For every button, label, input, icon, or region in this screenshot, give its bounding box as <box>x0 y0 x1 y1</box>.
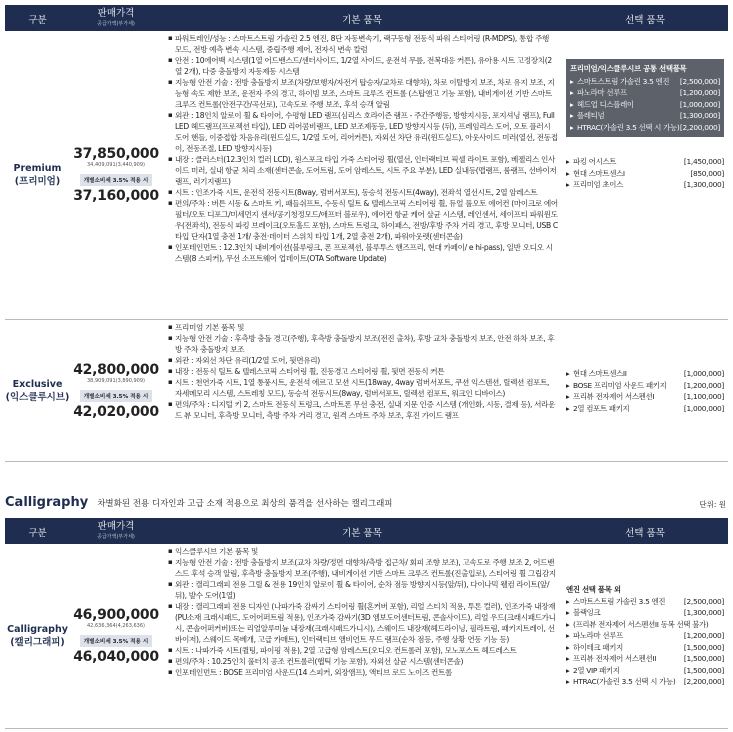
price-cell <box>70 31 162 319</box>
header-price-sub: 공급가액(부가세) <box>97 534 135 540</box>
option-price: [1,450,000] <box>683 157 724 166</box>
basic-item: ▪ 지능형 안전 기술 : 전방 충돌방지 보조(교차 차량/정면 대향차/측방 접근차/ 회피 조향 보조), 고속도로 주행 보조 2, 어드밴스드 후석 승객 알림, 후측방 충돌방지 보조(주행), 내비게이션 기반 스마트 크루즈 컨트롤(진출입로), 스티어링 휠 그립감지 <box>168 557 558 579</box>
option-price: [1,200,000] <box>679 88 720 97</box>
basic-item: ▪ 익스클루시브 기본 품목 및 <box>168 546 558 557</box>
section-heading <box>5 495 393 510</box>
trim-name <box>5 320 70 461</box>
option-item <box>566 665 724 677</box>
basic-item: ▪ 편의/주차 : 10.25인치 풀터치 공조 컨트롤러(햅틱 기능 포함), 자외선 살균 시스템(센터콘솔) <box>168 656 558 667</box>
option-item <box>566 630 724 642</box>
option-price: [850,000] <box>690 168 724 178</box>
option-price: [1,000,000] <box>683 369 724 378</box>
option-item <box>566 642 724 654</box>
option-item <box>566 156 724 168</box>
basic-item: ▪ 편의/주차 : 디지털 키 2, 스마트 전동식 트렁크, 스마트폰 무선 충전, 실내 지문 인증 시스템 (개인화, 시동, 결제 등), 서라운드 뷰 모니터, 후측방 모니터, 측방 주차 거리 경고, 원격 스마트 주차 보조, 후진 가이드 램프 <box>168 399 558 421</box>
supply-price: 42,636,364(4,263,636) <box>87 623 145 629</box>
basic-item: ▪ 편의/주차 : 버튼 시동 & 스마트 키, 패들쉬프트, 수동식 틸트 & 텔레스코픽 스티어링 휠, 듀얼 풀오토 에어컨 (마이크로 에어필터/오토 디포그/미세먼지 센서/공기청정모드/애프터 블로우), 에어컨 항균 케어 살균 시스템, 레인센서, 세이프티 파워윈도우(전좌석), 전동식 파킹 브레이크(오토홀드 포함), 스마트 트렁크, 하이패스, 전방/후방 주차 거리 경고, 후방 모니터, USB C 타입 단자(1열 충전 1개/ 충전·데이터 스위치 타입 1개, 2열 충전 2개), 파워아웃렛(센터콘솔) <box>168 198 558 242</box>
basic-item: ▪ 파워트레인/성능 : 스마트스트림 가솔린 2.5 엔진, 8단 자동변속기, 랙구동형 전동식 파워 스티어링 (R-MDPS), 통합 주행 모드, 전방 예측 변속 시스템, 중립주행 제어, 전자식 변속 칼럼 <box>168 33 558 55</box>
basic-item: ▪ 인포테인먼트 : 12.3인치 내비게이션(블루링크, 폰 프로젝션, 블루투스 핸즈프리, 현대 카페이/ e hi-pass), 일반 오디오 시스템(8 스피커), 무선 소프트웨어 업데이트(OTA Software Update) <box>168 242 558 264</box>
option-item <box>566 179 724 191</box>
option-item <box>566 653 724 665</box>
basic-item: ▪ 내장 : 클러스터(12.3인치 컬러 LCD), 원스포크 타입 가죽 스티어링 휠(열선, 인터랙티브 픽셀 라이트 포함), 베젤리스 인사이드 미러, 실내 항균 처리 소재(센터콘솔, 도어트림, 도어 암레스트, 시트 주요 부분), LED 실내등(맵램프, 룸램프, 선바이저램프, 러기지램프) <box>168 154 558 187</box>
tax-badge: 개별소비세 3.5% 적용 시 <box>80 635 153 647</box>
basic-item: ▪ 시트 : 천연가죽 시트, 1열 통풍시트, 운전석 에르고 모션 시트(18way, 4way 럼버서포트, 쿠션 익스텐션, 릴렉션 컴포트, 자세메모리 시스템, 스트레칭 모드), 동승석 전동시트(8way, 럼버서포트, 릴렉션 컴포트, 워크인 디바이스) <box>168 377 558 399</box>
option-price: [1,300,000] <box>679 111 720 120</box>
supply-price: 38,909,091(3,890,909) <box>87 377 145 384</box>
option-price: [1,300,000] <box>683 608 724 617</box>
basic-item: ▪ 지능형 안전 기술 : 전방 충돌방지 보조(차량/보행자/자전거 탑승자/교차로 대향차), 차로 이탈방지 보조, 차로 유지 보조, 지능형 속도 제한 보조, 운전자 주의 경고, 하이빔 보조, 스마트 크루즈 컨트롤 (스탑앤고 기능 포함), 내비게이션 기반 스마트 크루즈 컨트롤(안전구간/곡선로), 고속도로 주행 보조, 후석 승객 알림 <box>168 77 558 110</box>
trim-table-1 <box>5 5 728 462</box>
option-name: ▸ (프리뷰 전자제어 서스펜션II 동복 선택 불가) <box>573 619 709 629</box>
basic-item: ▪ 인포테인먼트 : BOSE 프리미엄 사운드(14 스피커, 외장앰프), 액티브 로드 노이즈 컨트롤 <box>168 667 558 678</box>
section-title: Calligraphy <box>5 495 89 510</box>
option-cell <box>562 320 728 461</box>
option-name: ▸ 블랙잉크 <box>573 608 601 617</box>
basic-item: ▪ 시트 : 인조가죽 시트, 운전석 전동시트(8way, 럼버서포트), 동승석 전동시트(4way), 전좌석 열선시트, 2열 암레스트 <box>168 187 558 198</box>
option-item <box>566 380 724 392</box>
option-item <box>570 99 720 111</box>
option-price: [1,200,000] <box>683 380 724 390</box>
tax-badge: 개별소비세 3.5% 적용 시 <box>80 390 153 402</box>
option-price: [2,500,000] <box>679 76 720 86</box>
option-name: ▸ 프리미엄 초이스 <box>573 180 623 189</box>
option-name: ▸ HTRAC(가솔린 3.5 선택 시 가능) <box>573 677 676 686</box>
option-name: ▸ BOSE 프리미엄 사운드 패키지 <box>573 380 667 390</box>
option-price: [1,200,000] <box>683 631 724 640</box>
basic-item: ▪ 프리미엄 기본 품목 및 <box>168 322 558 333</box>
option-name: ▸ HTRAC(가솔린 3.5 선택 시 가능) <box>577 122 680 132</box>
header-price <box>70 9 162 29</box>
row-exclusive <box>5 320 728 462</box>
basic-item: ▪ 외관 : 캘리그래피 전용 그릴 & 전용 19인치 알로이 휠 & 타이어, 순차 점등 방향지시등(앞/뒤), 다이나믹 웰컴 라이트(앞/뒤), 발수 도어(1열) <box>168 579 558 601</box>
option-name: ▸ 현대 스마트센스I <box>573 168 625 178</box>
option-item <box>570 87 720 99</box>
option-cell <box>562 544 728 728</box>
option-item <box>566 676 724 688</box>
option-price: [1,500,000] <box>683 642 724 652</box>
option-item <box>570 122 720 134</box>
option-item <box>570 76 720 88</box>
option-price: [1,000,000] <box>683 403 724 413</box>
option-price: [1,000,000] <box>679 99 720 109</box>
option-name: ▸ 스마트스트림 가솔린 3.5 엔진 <box>573 596 666 606</box>
option-item <box>566 391 724 403</box>
basic-item: ▪ 외관 : 18인치 알로이 휠 & 타이어, 수평형 LED 램프(심리스 호라이즌 램프 - 주간주행등, 방향지시등, 포지셔닝 램프), Full LED 헤드램프(프로젝션 타입), LED 리어콤비램프, LED 보조제동등, LED 방향지시등 (뒤), 프레임리스 도어, 오토 플러시 도어 핸들, 이중접합 차음유리(윈드실드, 1/2열 도어, 리어커튼), 자외선 차단 유리(윈드실드), 아웃사이드 미러(열선, 전동접이, 전동조절, LED 방향지시등) <box>168 110 558 154</box>
tax-badge: 개별소비세 3.5% 적용 시 <box>80 174 153 186</box>
trim-name <box>5 544 70 728</box>
header-options: 선택 품목 <box>625 15 665 26</box>
trim-table-2 <box>5 518 728 729</box>
header-options: 선택 품목 <box>625 528 665 539</box>
option-name: ▸ 프리뷰 전자제어 서스펜션I <box>573 392 655 401</box>
basic-item: ▪ 내장 : 전동식 틸트 & 텔레스코픽 스티어링 휠, 진동경고 스티어링 휠, 뒷면 전동식 커튼 <box>168 366 558 377</box>
table-header <box>5 520 728 544</box>
common-options-box <box>566 59 724 137</box>
trim-name-en: Calligraphy <box>7 624 68 635</box>
option-price: [1,500,000] <box>683 665 724 675</box>
option-item <box>570 110 720 122</box>
option-name: ▸ 파킹 어시스트 <box>573 157 617 166</box>
basic-items <box>162 320 562 461</box>
option-item <box>566 368 724 380</box>
header-basic: 기본 품목 <box>342 15 382 26</box>
price: 42,800,000 <box>73 361 159 378</box>
option-cell <box>562 31 728 319</box>
option-item <box>566 596 724 608</box>
trim-name-ko: (익스클루시브) <box>5 391 70 403</box>
trim-name-ko: (프리미엄) <box>14 176 61 187</box>
option-name: ▸ 파노라마 선루프 <box>577 88 627 97</box>
option-price: [1,100,000] <box>683 392 724 401</box>
engine-options-title: 엔진 선택 품목 외 <box>566 585 621 594</box>
price: 46,900,000 <box>73 607 159 623</box>
basic-item: ▪ 시트 : 나파가죽 시트(퀼팅, 파이핑 적용), 2열 고급형 암레스트(오디오 컨트롤러 포함), 모노포스트 헤드레스트 <box>168 645 558 656</box>
price: 37,850,000 <box>73 146 159 162</box>
row-premium <box>5 31 728 320</box>
basic-item: ▪ 지능형 안전 기술 : 후측방 충돌 경고(주행), 후측방 충돌방지 보조(전진 출차), 후방 교차 충돌방지 보조, 안전 하차 보조, 후방 주차 충돌방지 보조 <box>168 333 558 355</box>
header-price <box>70 522 162 542</box>
price-tax: 37,160,000 <box>73 188 159 204</box>
price-cell <box>70 544 162 728</box>
header-price-label: 판매가격 <box>97 8 135 19</box>
basic-item: ▪ 외관 : 자외선 차단 유리(1/2열 도어, 뒷면유리) <box>168 355 558 366</box>
basic-item: ▪ 안전 : 10에어백 시스템(1열 어드밴스드/센터사이드, 1/2열 사이드, 운전석 무릎, 전복대응 커튼), 유아용 시트 고정장치(2열 2개), 다중 충돌방지 자동제동 시스템 <box>168 55 558 77</box>
price-tax: 46,040,000 <box>73 649 159 665</box>
header-basic: 기본 품목 <box>342 528 382 539</box>
supply-price: 34,409,091(3,440,909) <box>87 162 145 168</box>
price-tax: 42,020,000 <box>73 403 159 420</box>
trim-name-ko: (캘리그래피) <box>10 637 65 648</box>
header-price-sub: 공급가액(부가세) <box>97 21 135 27</box>
option-item <box>566 607 724 619</box>
option-price: [1,300,000] <box>683 180 724 189</box>
basic-items <box>162 544 562 728</box>
basic-items <box>162 31 562 319</box>
price-cell <box>70 320 162 461</box>
option-price: [2,200,000] <box>679 122 720 132</box>
option-name: ▸ 스마트스트림 가솔린 3.5 엔진 <box>577 76 670 86</box>
option-name: ▸ 2열 컴포트 패키지 <box>573 403 630 413</box>
trim-name-en: Exclusive <box>12 378 63 390</box>
option-price: [2,500,000] <box>683 596 724 606</box>
row-calligraphy <box>5 544 728 729</box>
option-name: ▸ 하이테크 패키지 <box>573 642 623 652</box>
header-category: 구분 <box>28 15 47 26</box>
option-name: ▸ 파노라마 선루프 <box>573 631 623 640</box>
header-category: 구분 <box>28 528 47 539</box>
unit-label: 단위: 원 <box>699 500 726 509</box>
option-price: [2,200,000] <box>683 677 724 686</box>
option-price: [1,500,000] <box>683 654 724 663</box>
common-options-title: 프리미엄/익스클루시브 공통 선택품목 <box>570 64 687 73</box>
option-name: ▸ 플레티넘 <box>577 111 605 120</box>
option-item <box>566 619 724 631</box>
section-desc: 차별화된 전용 디자인과 고급 소재 적용으로 최상의 품격을 선사하는 캘리그래피 <box>97 498 393 509</box>
option-name: ▸ 헤드업 디스플레이 <box>577 99 634 109</box>
option-name: ▸ 2열 VIP 패키지 <box>573 665 620 675</box>
basic-item: ▪ 내장 : 캘리그래피 전용 디자인 (나파가죽 감싸기 스티어링 휠(혼커버 포함), 리얼 스티치 적용, 투톤 컬러), 인조가죽 내장재(PU소재 크래시패드, 도어어퍼트림 적용), 인조가죽 감싸기(3D 엠보도어센터트림, 콘솔사이드), 리얼 우드(크래시패드가니시, 콘솔어퍼커버)또는 리얼알루미늄 내장재(크래시패드가니시), 스웨이드 내장재(헤드라이닝, 필라트림, 패키지트레이, 선바이저), 스웨이드 목베개, 고급 카매트), 인터랙티브 앰비언트 무드 램프(순차 점등, 주행 상황 연동 기능 등) <box>168 601 558 645</box>
option-name: ▸ 프리뷰 전자제어 서스펜션II <box>573 654 657 663</box>
trim-name-en: Premium <box>13 163 62 174</box>
table-header <box>5 7 728 31</box>
option-name: ▸ 현대 스마트센스II <box>573 369 627 378</box>
option-item <box>566 403 724 415</box>
trim-name <box>5 31 70 319</box>
option-item <box>566 168 724 180</box>
header-price-label: 판매가격 <box>97 521 135 532</box>
